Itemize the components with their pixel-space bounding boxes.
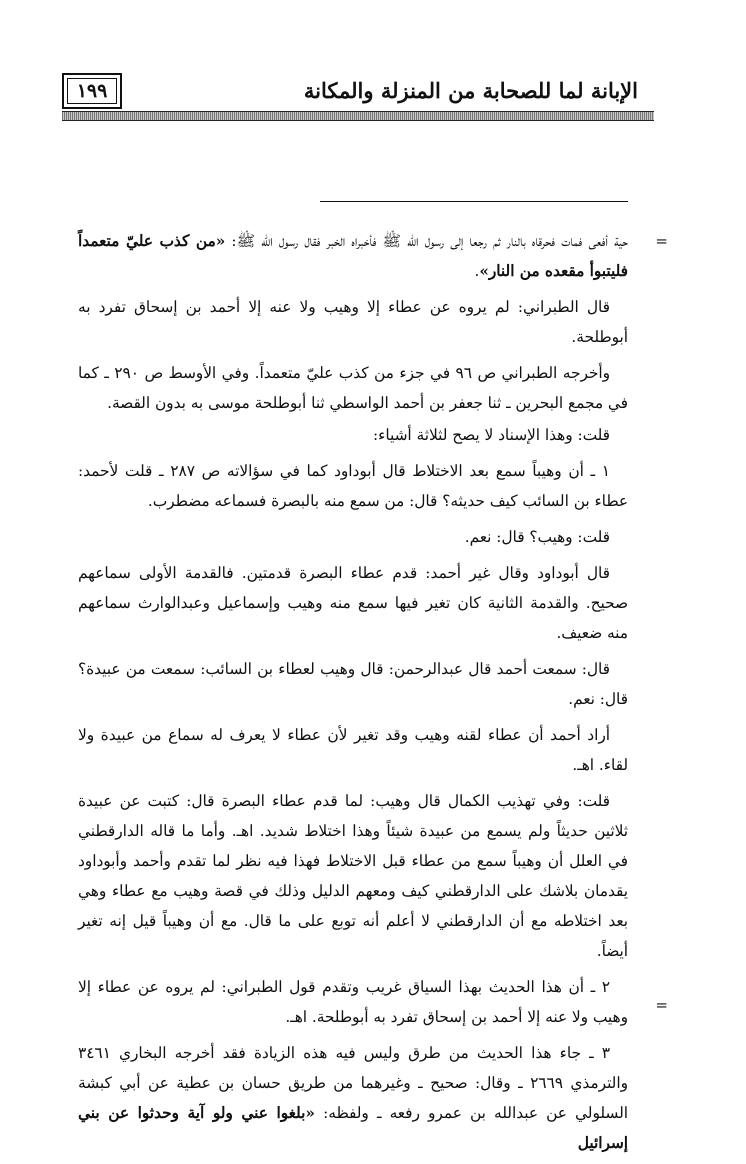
text-segment: ٣ ـ جاء هذا الحديث من طرق وليس فيه هذه الزيادة فقد أخرجه البخاري ٣٤٦١ والترمذي ٢٦٦٩ ـ وقال: صحيح ـ وغيرهما من طريق حسان بن عطية عن أبي كبشة السلولي عن عبدالله بن عمرو رفعه ـ ولفظه:: [78, 1044, 628, 1122]
text-segment: قلت: وهيب؟ قال: نعم.: [464, 528, 610, 546]
paragraph: [78, 358, 628, 418]
text-segment: قال: سمعت أحمد قال عبدالرحمن: قال وهيب لعطاء بن السائب: سمعت من عبيدة؟ قال: نعم.: [78, 660, 628, 708]
text-segment: ٢ ـ أن هذا الحديث بهذا السياق غريب وتقدم قول الطبراني: لم يروه عن عطاء إلا وهيب ولا عنه إلا أحمد بن إسحاق تفرد به أبوطلحة. اهـ.: [78, 978, 628, 1026]
paragraph: [78, 522, 628, 552]
paragraph: [78, 558, 628, 648]
paragraph: [78, 786, 628, 966]
text-segment: وأخرجه الطبراني ص ٩٦ في جزء من كذب عليّ متعمداً. وفي الأوسط ص ٢٩٠ ـ كما في مجمع البحرين ـ ثنا جعفر بن أحمد الواسطي ثنا أبوطلحة موسى به بدون القصة.: [78, 364, 628, 412]
footnote-text: [78, 226, 628, 1164]
continuation-mark-top: =: [655, 232, 668, 250]
text-segment: ١ ـ أن وهيباً سمع بعد الاختلاط قال أبوداود كما في سؤالاته ص ٢٨٧ ـ قلت لأحمد: عطاء بن السائب كيف حديثه؟ قال: من سمع منه بالبصرة فسماعه مضطرب.: [78, 462, 628, 510]
text-segment: قال أبوداود وقال غير أحمد: قدم عطاء البصرة قدمتين. فالقدمة الأولى سماعهم صحيح. والقدمة الثانية كان تغير فيها سمع منه وهيب وإسماعيل وعبدالوارث سماعهم منه ضعيف.: [78, 564, 628, 642]
text-segment: قال الطبراني: لم يروه عن عطاء إلا وهيب ولا عنه إلا أحمد بن إسحاق تفرد به أبوطلحة.: [78, 298, 628, 346]
paragraph: [78, 292, 628, 352]
paragraph: [78, 654, 628, 714]
text-segment: قلت: وفي تهذيب الكمال قال وهيب: لما قدم عطاء البصرة قال: كتبت عن عبيدة ثلاثين حديثاً ولم يسمع من عبيدة شيئاً وهذا اختلاط شديد. اهـ. وأما ما قاله الدارقطني في العلل أن وهيباً سمع من عطاء قبل الاختلاط فهذا فيه نظر لما تقدم وأحمد وأبوداود يقدمان بلاشك على الدارقطني كيف ومعهم الدليل وذلك في قصة وهيب مع عطاء وهي بعد اختلاطه مع أن الدارقطني لا أعلم أنه توبع على ما قال. مع أن وهيباً قيل إنه تغير أيضاً.: [78, 792, 628, 960]
paragraph: [78, 226, 628, 286]
header-rule: [62, 111, 654, 121]
text-segment: أراد أحمد أن عطاء لقنه وهيب وقد تغير لأن عطاء لا يعرف له سماع من عبيدة ولا لقاء. اهـ.: [78, 726, 628, 774]
paragraph: [78, 456, 628, 516]
text-segment: قلت: وهذا الإسناد لا يصح لثلاثة أشياء:: [372, 426, 610, 444]
text-segment: .: [474, 262, 480, 280]
paragraph: [78, 720, 628, 780]
paragraph: [78, 972, 628, 1032]
running-title: الإبانة لما للصحابة من المنزلة والمكانة: [303, 78, 638, 103]
hadith-quote: «بلغوا عني ولو آية وحدثوا عن بني إسرائيل: [78, 1104, 628, 1152]
text-segment: حية أفعى فمات فحرقاه بالنار ثم رجعا إلى رسول الله ﷺ فأخبراه الخبر فقال رسول الله ﷺ:: [225, 232, 629, 250]
paragraph: [78, 1038, 628, 1158]
continuation-mark-bottom: =: [655, 996, 668, 1014]
paragraph: [78, 420, 628, 450]
page-number: ١٩٩: [62, 73, 122, 109]
footnote-separator: [320, 201, 628, 202]
hadith-quote: «من كذب عليّ متعمداً فليتبوأ مقعده من النار»: [78, 232, 628, 280]
